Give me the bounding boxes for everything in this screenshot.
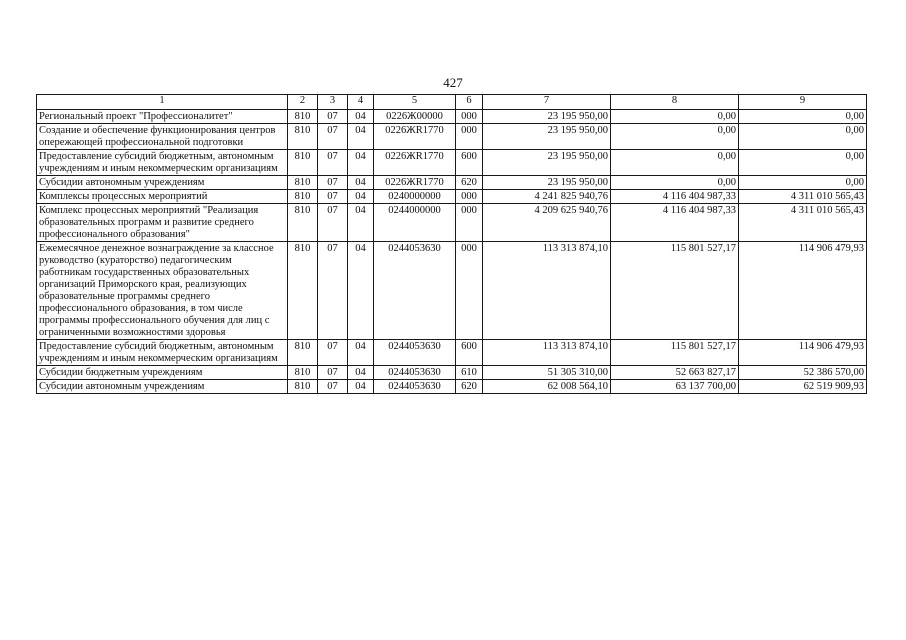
row-code-4: 04: [348, 340, 374, 366]
row-code-2: 810: [288, 110, 318, 124]
table-row: [37, 340, 867, 366]
row-value-9: 4 311 010 565,43: [739, 190, 867, 204]
row-code-3: 07: [318, 380, 348, 394]
header-row: [37, 95, 867, 110]
header-cell: 2: [288, 95, 318, 110]
row-code-6: 600: [456, 340, 483, 366]
row-name: Региональный проект "Профессионалитет": [37, 110, 288, 124]
table-row: [37, 204, 867, 242]
row-code-4: 04: [348, 380, 374, 394]
row-code-6: 620: [456, 380, 483, 394]
page-number: 427: [443, 75, 463, 90]
table-row: [37, 366, 867, 380]
row-code-4: 04: [348, 204, 374, 242]
row-code-6: 000: [456, 190, 483, 204]
row-code-5: 0226ЖR1770: [374, 124, 456, 150]
row-code-5: 0240000000: [374, 190, 456, 204]
row-value-8: 63 137 700,00: [611, 380, 739, 394]
row-name: Предоставление субсидий бюджетным, автономным учреждениям и иным некоммерческим организациям: [37, 150, 288, 176]
row-value-7: 113 313 874,10: [483, 340, 611, 366]
row-code-2: 810: [288, 124, 318, 150]
row-name: Комплексы процессных мероприятий: [37, 190, 288, 204]
row-code-3: 07: [318, 366, 348, 380]
row-code-2: 810: [288, 204, 318, 242]
row-code-4: 04: [348, 150, 374, 176]
row-code-3: 07: [318, 190, 348, 204]
header-cell: 1: [37, 95, 288, 110]
header-cell: 5: [374, 95, 456, 110]
row-code-2: 810: [288, 380, 318, 394]
row-code-5: 0244053630: [374, 242, 456, 340]
row-name: Комплекс процессных мероприятий "Реализация образовательных программ и развитие среднего профессионального образования": [37, 204, 288, 242]
row-code-5: 0226ЖR1770: [374, 150, 456, 176]
row-code-3: 07: [318, 110, 348, 124]
row-code-3: 07: [318, 150, 348, 176]
row-code-4: 04: [348, 110, 374, 124]
header-cell: 8: [611, 95, 739, 110]
row-code-2: 810: [288, 340, 318, 366]
row-code-6: 000: [456, 124, 483, 150]
row-value-9: 62 519 909,93: [739, 380, 867, 394]
row-code-2: 810: [288, 366, 318, 380]
row-value-8: 115 801 527,17: [611, 340, 739, 366]
row-code-5: 0244053630: [374, 380, 456, 394]
row-code-3: 07: [318, 204, 348, 242]
budget-table: [36, 94, 867, 394]
row-value-7: 23 195 950,00: [483, 176, 611, 190]
row-value-7: 23 195 950,00: [483, 150, 611, 176]
row-value-9: 114 906 479,93: [739, 242, 867, 340]
table-row: [37, 176, 867, 190]
row-value-8: 0,00: [611, 110, 739, 124]
row-code-4: 04: [348, 242, 374, 340]
row-code-4: 04: [348, 124, 374, 150]
row-code-6: 000: [456, 242, 483, 340]
row-value-7: 113 313 874,10: [483, 242, 611, 340]
row-value-9: 4 311 010 565,43: [739, 204, 867, 242]
header-cell: 7: [483, 95, 611, 110]
row-value-9: 114 906 479,93: [739, 340, 867, 366]
row-value-7: 62 008 564,10: [483, 380, 611, 394]
row-code-5: 0244053630: [374, 366, 456, 380]
row-code-6: 600: [456, 150, 483, 176]
row-value-8: 115 801 527,17: [611, 242, 739, 340]
row-value-8: 0,00: [611, 150, 739, 176]
row-value-8: 52 663 827,17: [611, 366, 739, 380]
row-value-7: 4 241 825 940,76: [483, 190, 611, 204]
row-name: Субсидии автономным учреждениям: [37, 380, 288, 394]
table-row: [37, 242, 867, 340]
row-value-9: 0,00: [739, 176, 867, 190]
row-code-6: 620: [456, 176, 483, 190]
header-cell: 3: [318, 95, 348, 110]
table-row: [37, 190, 867, 204]
row-value-7: 4 209 625 940,76: [483, 204, 611, 242]
row-value-8: 0,00: [611, 124, 739, 150]
row-value-9: 52 386 570,00: [739, 366, 867, 380]
row-code-4: 04: [348, 190, 374, 204]
row-code-4: 04: [348, 366, 374, 380]
row-value-9: 0,00: [739, 124, 867, 150]
row-code-4: 04: [348, 176, 374, 190]
row-name: Субсидии автономным учреждениям: [37, 176, 288, 190]
row-code-3: 07: [318, 176, 348, 190]
row-name: Субсидии бюджетным учреждениям: [37, 366, 288, 380]
row-value-7: 23 195 950,00: [483, 124, 611, 150]
row-value-7: 23 195 950,00: [483, 110, 611, 124]
row-value-8: 0,00: [611, 176, 739, 190]
table-row: [37, 380, 867, 394]
table-row: [37, 110, 867, 124]
row-code-5: 0226ЖR1770: [374, 176, 456, 190]
row-value-9: 0,00: [739, 110, 867, 124]
row-code-5: 0226Ж00000: [374, 110, 456, 124]
row-name: Ежемесячное денежное вознаграждение за классное руководство (кураторство) педагогическим работникам государственных образовательных организаций Приморского края, реализующих образовательные программы среднего профессионального образования, в том числе программы профессионального обучения для лиц с ограниченными возможностями здоровья: [37, 242, 288, 340]
row-code-2: 810: [288, 242, 318, 340]
row-code-5: 0244053630: [374, 340, 456, 366]
row-code-2: 810: [288, 190, 318, 204]
header-cell: 9: [739, 95, 867, 110]
row-code-6: 610: [456, 366, 483, 380]
row-code-2: 810: [288, 150, 318, 176]
table-row: [37, 124, 867, 150]
row-value-7: 51 305 310,00: [483, 366, 611, 380]
header-cell: 4: [348, 95, 374, 110]
row-value-8: 4 116 404 987,33: [611, 190, 739, 204]
header-cell: 6: [456, 95, 483, 110]
row-code-3: 07: [318, 242, 348, 340]
row-code-2: 810: [288, 176, 318, 190]
row-value-8: 4 116 404 987,33: [611, 204, 739, 242]
row-value-9: 0,00: [739, 150, 867, 176]
row-code-6: 000: [456, 204, 483, 242]
row-code-3: 07: [318, 340, 348, 366]
row-name: Предоставление субсидий бюджетным, автономным учреждениям и иным некоммерческим организациям: [37, 340, 288, 366]
row-code-3: 07: [318, 124, 348, 150]
row-code-6: 000: [456, 110, 483, 124]
row-name: Создание и обеспечение функционирования центров опережающей профессиональной подготовки: [37, 124, 288, 150]
row-code-5: 0244000000: [374, 204, 456, 242]
table-row: [37, 150, 867, 176]
